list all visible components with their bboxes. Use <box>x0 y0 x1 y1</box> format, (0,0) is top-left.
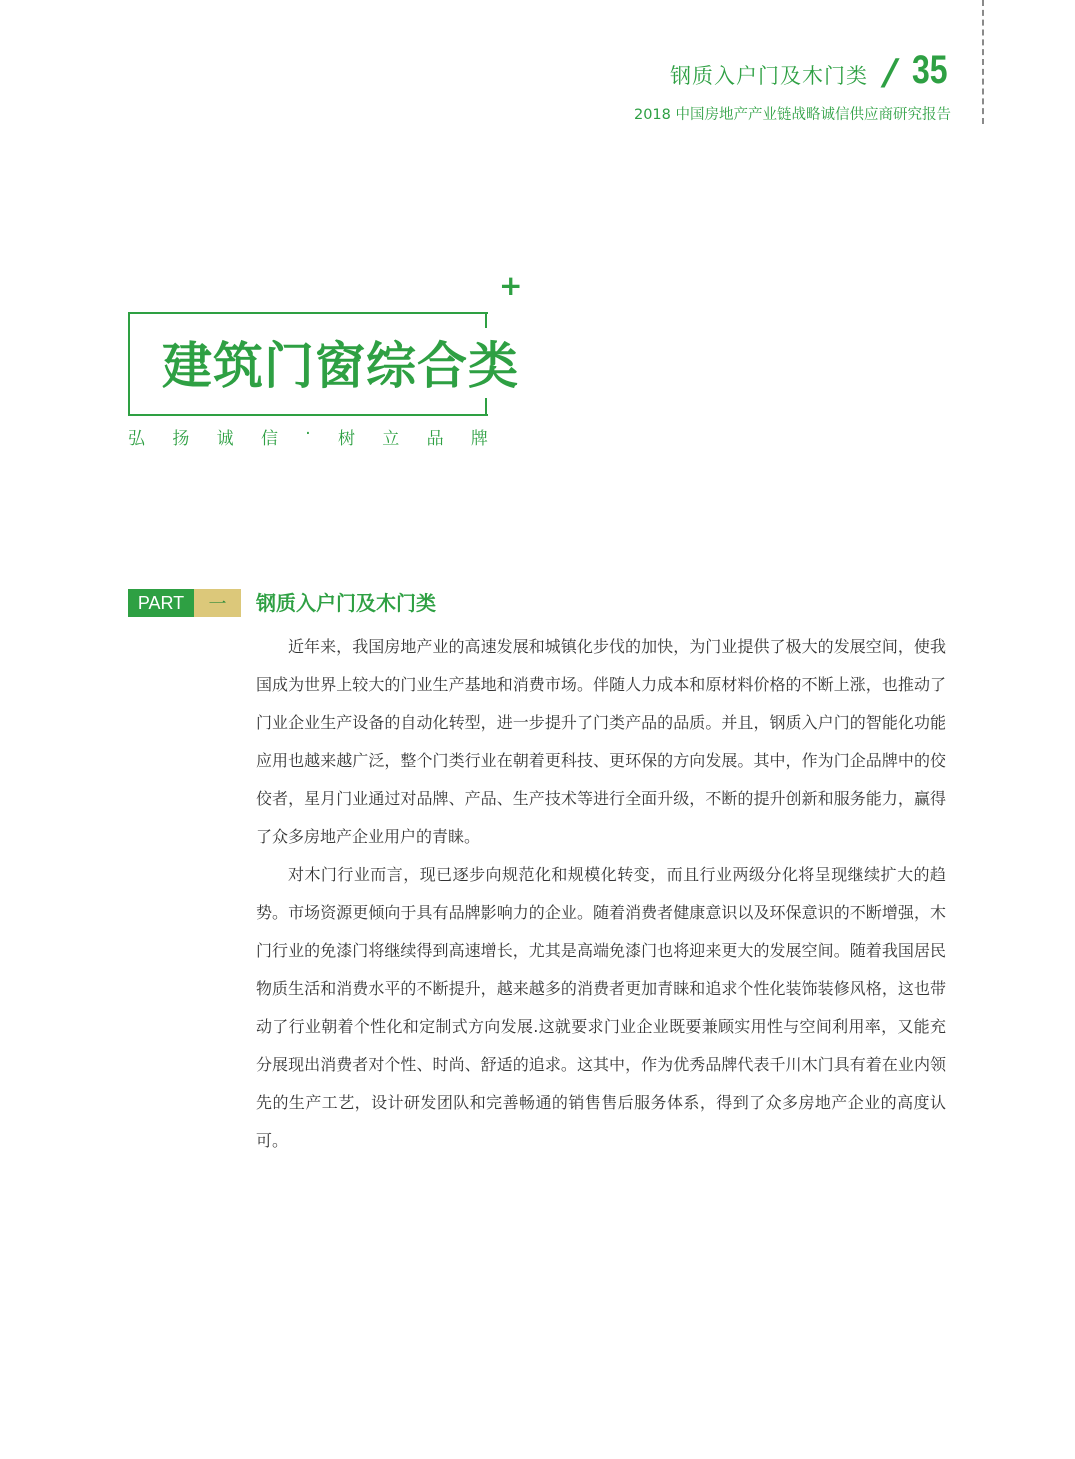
slogan-char: 诚 <box>216 429 234 449</box>
header-report-title: 2018 中国房地产产业链战略诚信供应商研究报告 <box>633 107 951 123</box>
category-title: 建筑门窗综合类 <box>162 337 519 395</box>
slogan-separator: · <box>305 424 311 444</box>
category-frame-bracket-bottom <box>485 398 487 414</box>
category-slogan <box>128 424 488 449</box>
slogan-char: 扬 <box>172 429 190 449</box>
part-badge <box>128 589 241 617</box>
body-text <box>256 628 946 1160</box>
paragraph: 对木门行业而言，现已逐步向规范化和规模化转变，而且行业两级分化将呈现继续扩大的趋势。市场资源更倾向于具有品牌影响力的企业。随着消费者健康意识以及环保意识的不断增强，木门行业的免漆门将继续得到高速增长，尤其是高端免漆门也将迎来更大的发展空间。随着我国居民物质生活和消费水平的不断提升，越来越多的消费者更加青睐和追求个性化装饰装修风格，这也带动了行业朝着个性化和定制式方向发展.这就要求门业企业既要兼顾实用性与空间利用率，又能充分展现出消费者对个性、时尚、舒适的追求。这其中，作为优秀品牌代表千川木门具有着在业内领先的生产工艺，设计研发团队和完善畅通的销售售后服务体系，得到了众多房地产企业的高度认可。 <box>256 865 946 1150</box>
paragraph: 近年来，我国房地产业的高速发展和城镇化步伐的加快，为门业提供了极大的发展空间，使我国成为世界上较大的门业生产基地和消费市场。伴随人力成本和原材料价格的不断上涨，也推动了门业企业生产设备的自动化转型，进一步提升了门类产品的品质。并且，钢质入户门的智能化功能应用也越来越广泛，整个门类行业在朝着更科技、更环保的方向发展。其中，作为门企品牌中的佼佼者，星月门业通过对品牌、产品、生产技术等进行全面升级，不断的提升创新和服务能力，赢得了众多房地产企业用户的青睐。 <box>256 637 946 846</box>
plus-icon: + <box>499 269 523 302</box>
slogan-char: 信 <box>260 429 278 449</box>
part-label: PART <box>128 589 194 617</box>
category-frame-bracket-top <box>485 312 487 328</box>
section-title: 钢质入户门及木门类 <box>256 591 436 615</box>
part-number: 一 <box>194 589 241 617</box>
slogan-char: 弘 <box>128 429 145 449</box>
slogan-char: 立 <box>382 429 400 449</box>
slogan-char: 树 <box>337 429 355 449</box>
header-dashed-divider <box>982 0 984 124</box>
header-chapter-title: 钢质入户门及木门类 <box>670 64 868 88</box>
slogan-char: 品 <box>426 429 444 449</box>
header-slash: / <box>884 52 898 93</box>
slogan-char: 牌 <box>470 429 488 449</box>
page-number: 35 <box>912 48 948 92</box>
